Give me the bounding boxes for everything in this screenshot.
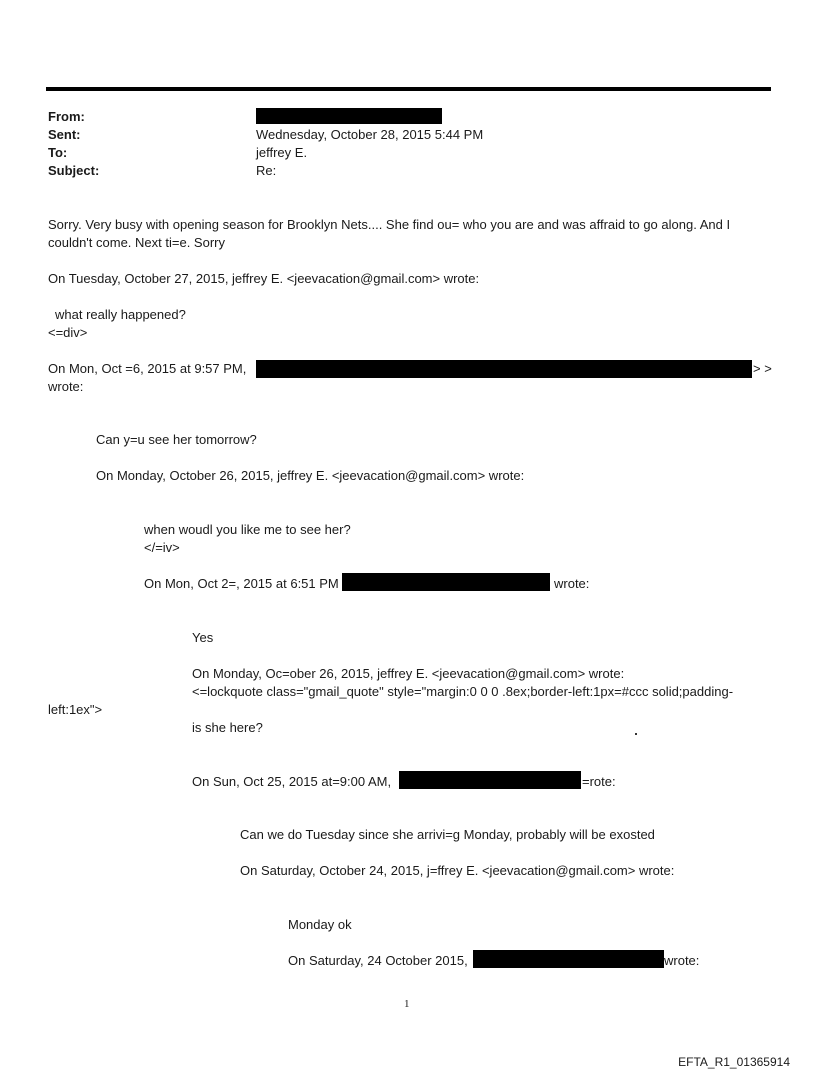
to-value: jeffrey E.: [256, 145, 308, 160]
quote6-text: Can we do Tuesday since she arrivi=g Monday, probably will be exosted: [240, 827, 655, 842]
quote7-text: Monday ok: [288, 917, 352, 932]
quote2-text: Can y=u see her tomorrow?: [96, 432, 257, 447]
quote8-header-start: On Saturday, 24 October 2015,: [288, 953, 468, 968]
quote4-header-end: wrote:: [554, 576, 590, 591]
header-rule: [46, 87, 771, 91]
quote6-header-start: On Sun, Oct 25, 2015 at=9:00 AM,: [192, 774, 392, 789]
quote5-text: is she here?: [192, 720, 263, 735]
redaction-from: [256, 108, 442, 124]
redaction-sender-8: [473, 950, 664, 968]
quote5-header: On Monday, Oc=ober 26, 2015, jeffrey E. <jeevacation@gmail.com> wrote:: [192, 666, 625, 681]
quote6-header-end: =rote:: [582, 774, 616, 789]
redaction-sender-4: [342, 573, 550, 591]
quote4-header-start: On Mon, Oct 2=, 2015 at 6:51 PM: [144, 576, 339, 591]
quote1-div: <=div>: [48, 325, 88, 340]
quote2-header-end: > >: [753, 361, 772, 376]
redaction-sender-6: [399, 771, 581, 789]
sent-value: Wednesday, October 28, 2015 5:44 PM: [256, 127, 484, 142]
stray-mark: [635, 733, 637, 735]
from-label: From:: [48, 109, 85, 124]
quote1-text: what really happened?: [55, 307, 186, 322]
page-number: 1: [404, 998, 410, 1010]
quote5-html-1: <=lockquote class="gmail_quote" style="margin:0 0 0 .8ex;border-left:1px=#ccc solid;padding-: [192, 684, 734, 699]
quote2-wrote: wrote:: [48, 379, 84, 394]
quote4-text: Yes: [192, 630, 214, 645]
quote3-header: On Monday, October 26, 2015, jeffrey E. <jeevacation@gmail.com> wrote:: [96, 468, 525, 483]
sent-label: Sent:: [48, 127, 81, 142]
subject-value: Re:: [256, 163, 277, 178]
quote1-header: On Tuesday, October 27, 2015, jeffrey E. <jeevacation@gmail.com> wrote:: [48, 271, 480, 286]
bates-number: EFTA_R1_01365914: [678, 1055, 790, 1069]
quote2-header-start: On Mon, Oct =6, 2015 at 9:57 PM,: [48, 361, 247, 376]
to-label: To:: [48, 145, 68, 160]
redaction-sender-2: [256, 360, 752, 378]
quote3-div: </=iv>: [144, 540, 180, 555]
quote8-header-end: wrote:: [664, 953, 700, 968]
quote7-header: On Saturday, October 24, 2015, j=ffrey E. <jeevacation@gmail.com> wrote:: [240, 863, 675, 878]
quote3-text: when woudl you like me to see her?: [144, 522, 351, 537]
quote5-html-2: left:1ex">: [48, 702, 103, 717]
body-line-2: couldn't come. Next ti=e. Sorry: [48, 235, 225, 250]
body-line-1: Sorry. Very busy with opening season for Brooklyn Nets.... She find ou= who you are and was affraid to go along. And I: [48, 217, 731, 232]
subject-label: Subject:: [48, 163, 100, 178]
